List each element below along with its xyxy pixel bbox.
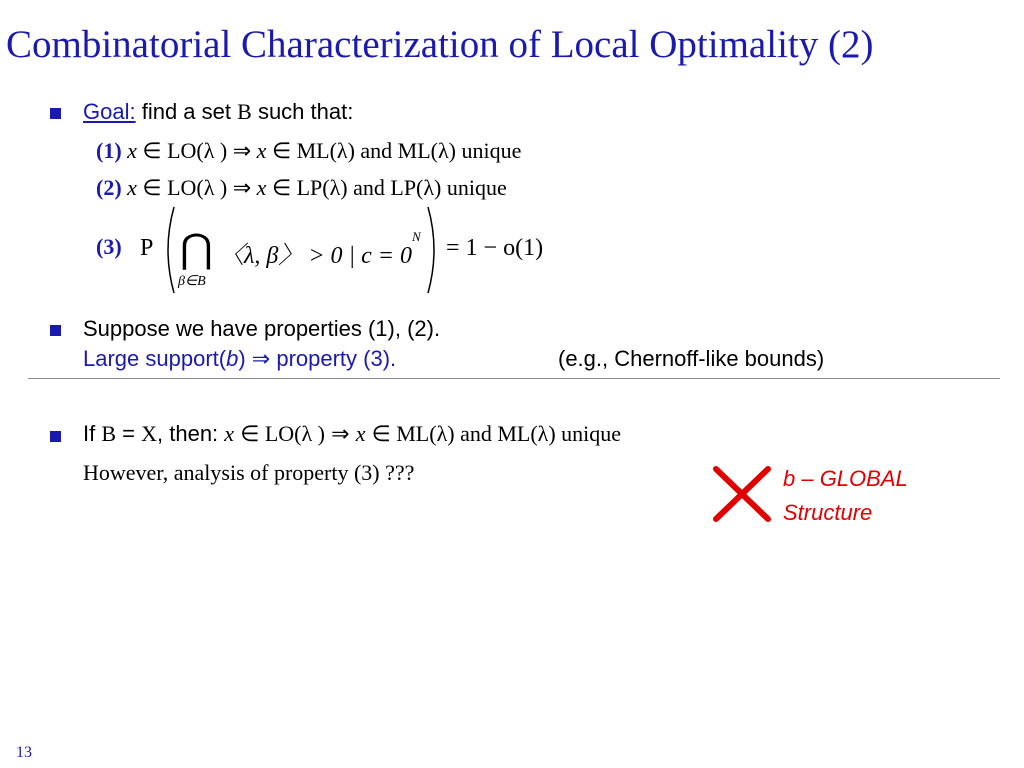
lp-term: ∈ LP(λ) — [271, 175, 348, 200]
condition-2 — [96, 175, 507, 201]
page-number: 13 — [16, 744, 32, 761]
set-x: X — [141, 421, 158, 446]
implies-symbol: ⇒ — [232, 138, 252, 163]
chernoff-note: (e.g., Chernoff-like bounds) — [558, 346, 825, 371]
unique-text: and ML(λ) unique — [454, 421, 622, 446]
square-bullet-icon — [50, 431, 61, 442]
superscript-n: N — [412, 229, 421, 244]
implies-symbol: ⇒ — [331, 421, 350, 446]
inner-expression: 〈λ, β〉 > 0 | c = 0 — [220, 243, 412, 269]
right-paren-icon — [426, 205, 442, 295]
var-x: x — [224, 421, 235, 446]
condition-number: (2) — [96, 175, 122, 200]
intersection-subscript: β∈B — [178, 274, 206, 289]
goal-line — [83, 99, 353, 125]
goal-text-1: find a set — [141, 99, 231, 124]
unique-text: and LP(λ) unique — [347, 175, 507, 200]
square-bullet-icon — [50, 325, 61, 336]
suppose-line-1: Suppose we have properties (1), (2). — [83, 316, 441, 341]
if-word: If — [83, 421, 96, 446]
equals-sign: = — [116, 421, 142, 446]
ml-term: ∈ ML(λ) — [271, 138, 355, 163]
however-line: However, analysis of property (3) ??? — [83, 460, 415, 485]
lo-term: ∈ LO(λ ) — [142, 138, 228, 163]
goal-text-2: such that: — [257, 99, 354, 124]
lo-term: ∈ LO(λ ) — [240, 421, 325, 446]
set-symbol: B — [237, 99, 252, 124]
red-x-cross-icon — [710, 463, 774, 525]
divider-line — [28, 378, 1000, 379]
var-x: x — [256, 138, 267, 163]
set-b: B — [101, 421, 117, 446]
left-paren-icon — [160, 205, 176, 295]
rhs-expression: = 1 − o(1) — [446, 235, 544, 261]
intersection-symbol: ⋂ — [180, 226, 213, 271]
implies-symbol: ⇒ — [232, 175, 252, 200]
suppose-line-2 — [83, 346, 396, 372]
slide-title: Combinatorial Characterization of Local Optimality (2) — [6, 23, 874, 66]
prob-symbol: P — [140, 235, 154, 261]
square-bullet-icon — [50, 108, 61, 119]
var-x: x — [127, 175, 137, 200]
if-line — [83, 421, 621, 447]
var-x: x — [256, 175, 267, 200]
condition-number: (1) — [96, 138, 122, 163]
var-b: b — [226, 346, 239, 371]
condition-3-number: (3) — [96, 234, 122, 259]
global-structure-label-1: b – GLOBAL — [783, 466, 908, 491]
then-word: , then: — [157, 421, 219, 446]
condition-1 — [96, 138, 521, 164]
unique-text: and ML(λ) unique — [354, 138, 522, 163]
large-support-text: Large support( — [83, 346, 227, 371]
property-3-text: ) ⇒ property (3). — [238, 346, 397, 371]
global-structure-label-2: Structure — [783, 500, 873, 525]
ml-term: ∈ ML(λ) — [371, 421, 455, 446]
var-x: x — [355, 421, 366, 446]
goal-link[interactable]: Goal: — [83, 99, 136, 124]
probability-formula — [140, 205, 570, 297]
var-x: x — [127, 138, 137, 163]
lo-term: ∈ LO(λ ) — [142, 175, 228, 200]
